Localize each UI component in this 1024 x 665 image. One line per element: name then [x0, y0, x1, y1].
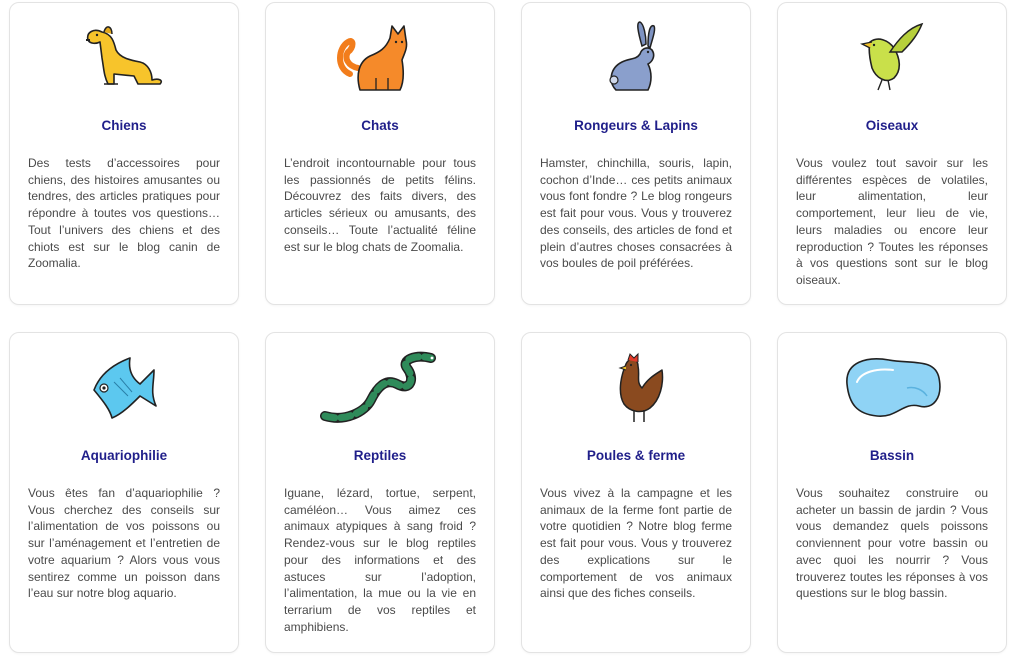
card-title[interactable]: Chiens — [101, 118, 147, 133]
card-chiens[interactable] — [9, 2, 239, 305]
card-description: L’endroit incontournable pour tous les passionnés de petits félins. Découvrez des faits divers, des articles sérieux ou amusants, des conseils… Toute l’actualité féline est sur le blog chats de Zoomalia. — [284, 156, 476, 254]
pond-icon — [778, 347, 1006, 429]
card-description: Vous voulez tout savoir sur les différentes espèces de volatiles, leur alimentation, leur comportement, leur lieu de vie, leurs maladies ou encore leur reproduction ? Toutes les réponses à vos questions sont sur le blog oiseaux. — [796, 156, 988, 287]
card-title[interactable]: Oiseaux — [865, 118, 919, 133]
card-description: Des tests d’accessoires pour chiens, des histoires amusantes ou tendres, des articles pratiques pour répondre à toutes vos questions… Tout l’univers des chiens et des chiots est sur le blog canin de Zoomalia. — [28, 156, 220, 271]
dog-icon — [10, 17, 238, 99]
card-chats[interactable] — [265, 2, 495, 305]
card-title[interactable]: Chats — [361, 118, 399, 133]
card-aquariophilie[interactable] — [9, 332, 239, 653]
snake-icon — [266, 347, 494, 429]
card-description: Vous souhaitez construire ou acheter un bassin de jardin ? Vous vous demandez quels poissons conviennent pour votre bassin ou avec quoi les nourrir ? Vous trouverez toutes les réponses à vos questions sur le blog bassin. — [796, 486, 988, 601]
cat-icon — [266, 17, 494, 99]
card-description: Vous vivez à la campagne et les animaux de la ferme font partie de votre quotidien ? Notre blog ferme est fait pour vous. Vous y trouverez des explications sur le comportement de vos animaux ainsi que des fiches conseils. — [540, 486, 732, 601]
card-title[interactable]: Reptiles — [353, 448, 407, 463]
card-bassin[interactable] — [777, 332, 1007, 653]
card-title[interactable]: Rongeurs & Lapins — [574, 118, 698, 133]
card-rongeurs-lapins[interactable] — [521, 2, 751, 305]
card-description: Vous êtes fan d’aquariophilie ? Vous cherchez des conseils sur l’alimentation de vos poissons ou sur l’aménagement et l’entretien de votre aquarium ? Alors vous vous sentirez comme un poisson dans l’eau sur notre blog aquario. — [28, 486, 220, 601]
hen-icon — [522, 347, 750, 429]
card-poules-ferme[interactable] — [521, 332, 751, 653]
card-reptiles[interactable] — [265, 332, 495, 653]
card-description: Iguane, lézard, tortue, serpent, caméléon… Vous aimez ces animaux atypiques à sang froid ? Rendez-vous sur le blog reptiles pour des informations et des astuces sur l’adoption, l’alimentation, la mue ou la vie en terrarium de vos reptiles et amphibiens. — [284, 486, 476, 634]
rabbit-icon — [522, 17, 750, 99]
bird-icon — [778, 17, 1006, 99]
card-oiseaux[interactable] — [777, 2, 1007, 305]
fish-icon — [10, 347, 238, 429]
card-description: Hamster, chinchilla, souris, lapin, cochon d’Inde… ces petits animaux vous font fondre ? Le blog rongeurs est fait pour vous. Vous y trouverez des conseils, des articles de fond et plein d’autres choses consacrées à vos boules de poil préférées. — [540, 156, 732, 271]
card-title[interactable]: Bassin — [869, 448, 915, 463]
card-title[interactable]: Aquariophilie — [80, 448, 168, 463]
card-title[interactable]: Poules & ferme — [586, 448, 686, 463]
